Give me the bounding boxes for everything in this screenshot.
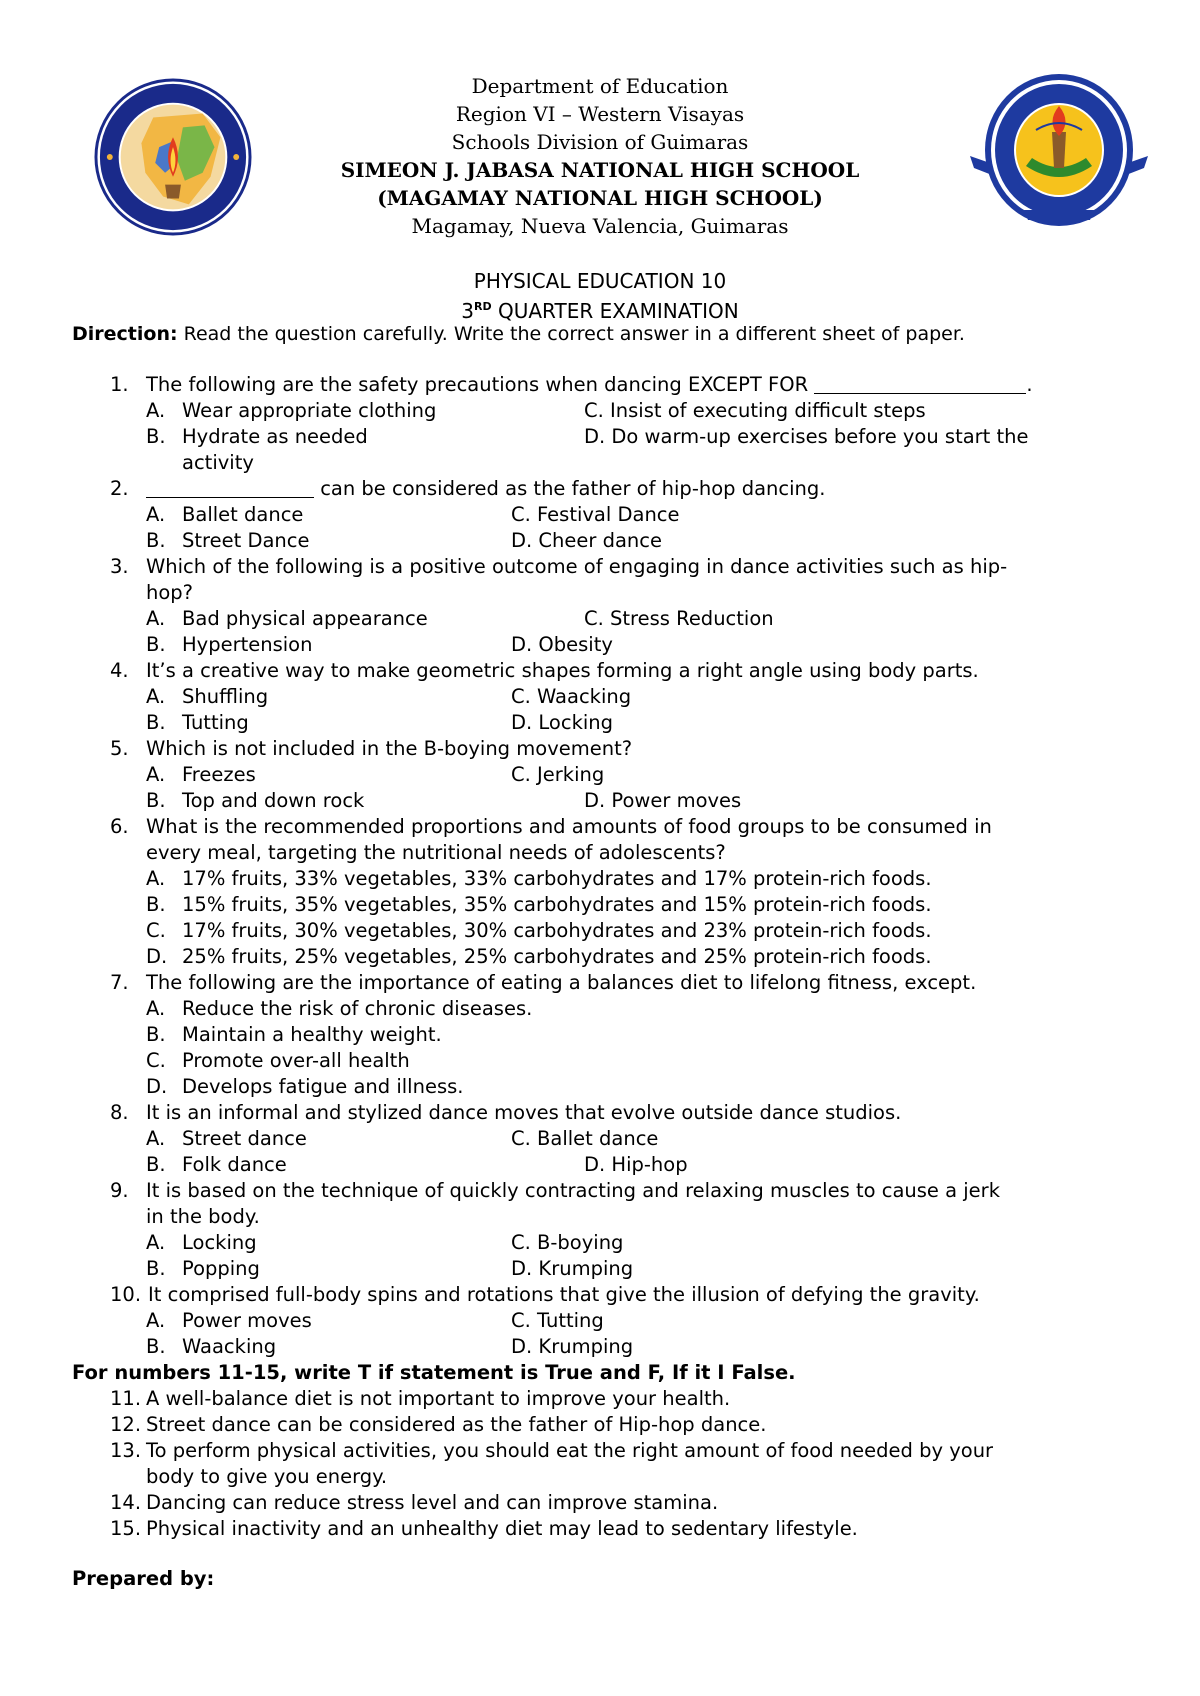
answer-blank xyxy=(146,479,314,498)
question-text: It’s a creative way to make geometric shapes forming a right angle using body parts. xyxy=(146,659,979,682)
statement-text: Street dance can be considered as the father of Hip-hop dance. xyxy=(146,1413,767,1436)
option-d: D. Obesity xyxy=(511,633,613,656)
options-row xyxy=(0,424,1200,450)
question-number: 3. xyxy=(110,555,129,578)
statement-13 xyxy=(0,1438,1200,1464)
option-d: D. Krumping xyxy=(511,1335,634,1358)
option-a xyxy=(146,1230,257,1256)
subject-title: PHYSICAL EDUCATION 10 xyxy=(473,269,727,293)
option-text: Waacking xyxy=(182,1335,277,1358)
direction-label: Direction: xyxy=(72,323,178,345)
option-b-text xyxy=(146,1022,442,1048)
question-number: 9. xyxy=(110,1179,129,1202)
option-c: C. Ballet dance xyxy=(511,1127,659,1150)
option-text: Develops fatigue and illness. xyxy=(182,1075,464,1098)
question-number: 6. xyxy=(110,815,129,838)
option-letter: A. xyxy=(146,1127,166,1150)
option-b xyxy=(146,632,312,658)
option-text: Ballet dance xyxy=(182,503,304,526)
option-text: Tutting xyxy=(182,711,249,734)
region-line: Region VI – Western Visayas xyxy=(455,102,745,126)
options-row xyxy=(0,398,1200,424)
option-d: D. Cheer dance xyxy=(511,529,663,552)
question-text: It is based on the technique of quickly contracting and relaxing muscles to cause a jerk xyxy=(146,1179,1000,1202)
question-number: 1. xyxy=(110,373,129,396)
school-former-name: (MAGAMAY NATIONAL HIGH SCHOOL) xyxy=(377,186,823,210)
option-d-text xyxy=(146,1074,463,1100)
options-row xyxy=(0,528,1200,554)
option-letter: A. xyxy=(146,685,166,708)
statement-13-continued xyxy=(0,1464,1200,1490)
option-text: Maintain a healthy weight. xyxy=(182,1023,442,1046)
option-text: 25% fruits, 25% vegetables, 25% carbohydrates and 25% protein-rich foods. xyxy=(182,945,932,968)
option-a xyxy=(146,762,256,788)
option-text: Folk dance xyxy=(182,1153,287,1176)
question-number: 2. xyxy=(110,477,129,500)
options-row xyxy=(0,1334,1200,1360)
question-number: 7. xyxy=(110,971,129,994)
option-c: C. Stress Reduction xyxy=(584,607,774,630)
question-text: It comprised full-body spins and rotations that give the illusion of defying the gravity. xyxy=(148,1283,980,1306)
options-row xyxy=(0,606,1200,632)
option-a-text xyxy=(146,996,532,1022)
option-text: 17% fruits, 30% vegetables, 30% carbohydrates and 23% protein-rich foods. xyxy=(182,919,932,942)
question-4 xyxy=(0,658,1200,684)
option-d: D. Locking xyxy=(511,711,614,734)
quarter-label: QUARTER EXAMINATION xyxy=(491,299,739,323)
statement-text: To perform physical activities, you should eat the right amount of food needed by your xyxy=(146,1439,994,1462)
option-text: 15% fruits, 35% vegetables, 35% carbohydrates and 15% protein-rich foods. xyxy=(182,893,932,916)
school-address: Magamay, Nueva Valencia, Guimaras xyxy=(411,214,789,238)
option-letter: A. xyxy=(146,607,166,630)
prepared-by: Prepared by: xyxy=(72,1567,215,1590)
question-text: in the body. xyxy=(146,1205,260,1228)
option-b xyxy=(146,710,249,736)
statement-number: 11. xyxy=(110,1387,142,1410)
option-text: Hypertension xyxy=(182,633,313,656)
statement-text: Dancing can reduce stress level and can improve stamina. xyxy=(146,1491,719,1514)
option-text: Power moves xyxy=(182,1309,312,1332)
question-6 xyxy=(0,814,1200,840)
option-d: D. Hip-hop xyxy=(584,1153,688,1176)
quarter-ordinal: RD xyxy=(474,300,492,313)
option-letter: C. xyxy=(146,919,166,942)
option-text: Hydrate as needed xyxy=(182,425,368,448)
option-text: Popping xyxy=(182,1257,260,1280)
option-a xyxy=(146,398,436,424)
options-row xyxy=(0,762,1200,788)
quarter-title xyxy=(0,294,1200,324)
option-text: Shuffling xyxy=(182,685,269,708)
option-letter: A. xyxy=(146,1309,166,1332)
division-line: Schools Division of Guimaras xyxy=(451,130,749,154)
options-row xyxy=(0,450,1200,476)
option-c: C. Insist of executing difficult steps xyxy=(584,399,926,422)
option-text: Bad physical appearance xyxy=(182,607,428,630)
option-letter: B. xyxy=(146,893,166,916)
options-row xyxy=(0,1126,1200,1152)
question-10 xyxy=(0,1282,1200,1308)
question-list xyxy=(0,372,1200,1542)
option-text: Street Dance xyxy=(182,529,310,552)
option-d: D. Krumping xyxy=(511,1257,634,1280)
question-text: It is an informal and stylized dance moves that evolve outside dance studios. xyxy=(146,1101,902,1124)
option-c: C. Waacking xyxy=(511,685,632,708)
option-c xyxy=(0,918,1200,944)
option-text: 17% fruits, 33% vegetables, 33% carbohydrates and 17% protein-rich foods. xyxy=(182,867,932,890)
question-text: What is the recommended proportions and amounts of food groups to be consumed in xyxy=(146,815,992,838)
option-text: Promote over-all health xyxy=(182,1049,410,1072)
true-false-instruction xyxy=(0,1360,1200,1386)
quarter-number: 3 xyxy=(461,299,475,323)
statement-text: Physical inactivity and an unhealthy diet may lead to sedentary lifestyle. xyxy=(146,1517,858,1540)
option-letter: B. xyxy=(146,711,166,734)
option-letter: B. xyxy=(146,529,166,552)
option-letter: A. xyxy=(146,399,166,422)
option-letter: B. xyxy=(146,1257,166,1280)
options-row xyxy=(0,710,1200,736)
option-a xyxy=(146,606,428,632)
options-row xyxy=(0,502,1200,528)
option-c-text xyxy=(146,918,932,944)
option-letter: C. xyxy=(146,1049,166,1072)
statement-text: A well-balance diet is not important to improve your health. xyxy=(146,1387,731,1410)
options-row xyxy=(0,1308,1200,1334)
option-b xyxy=(146,528,310,554)
option-c: C. B-boying xyxy=(511,1231,624,1254)
option-a xyxy=(0,866,1200,892)
option-text: Locking xyxy=(182,1231,257,1254)
option-text: Top and down rock xyxy=(182,789,365,812)
option-text: Freezes xyxy=(182,763,256,786)
option-letter: B. xyxy=(146,1153,166,1176)
question-text-part: can be considered as the father of hip-hop dancing. xyxy=(314,477,826,500)
statement-12 xyxy=(0,1412,1200,1438)
option-letter: B. xyxy=(146,425,166,448)
statement-11 xyxy=(0,1386,1200,1412)
statement-14 xyxy=(0,1490,1200,1516)
option-text: Street dance xyxy=(182,1127,307,1150)
answer-blank xyxy=(814,375,1026,394)
option-b xyxy=(146,788,364,814)
option-letter: A. xyxy=(146,997,166,1020)
question-number: 8. xyxy=(110,1101,129,1124)
option-b-continued: activity xyxy=(182,451,254,474)
statement-text: body to give you energy. xyxy=(146,1465,388,1488)
direction xyxy=(72,321,965,347)
question-text: every meal, targeting the nutritional needs of adolescents? xyxy=(146,841,726,864)
option-letter: A. xyxy=(146,763,166,786)
school-name: SIMEON J. JABASA NATIONAL HIGH SCHOOL xyxy=(340,158,860,182)
option-b xyxy=(146,1334,276,1360)
question-text xyxy=(146,476,825,502)
question-text: The following are the importance of eating a balances diet to lifelong fitness, except. xyxy=(146,971,977,994)
option-b xyxy=(146,1152,287,1178)
option-letter: B. xyxy=(146,1335,166,1358)
option-d xyxy=(0,1074,1200,1100)
option-letter: B. xyxy=(146,633,166,656)
school-header xyxy=(0,72,1200,240)
direction-text: Read the question carefully. Write the correct answer in a different sheet of paper. xyxy=(177,323,965,345)
option-c xyxy=(0,1048,1200,1074)
option-b xyxy=(146,1256,260,1282)
option-letter: B. xyxy=(146,1023,166,1046)
question-text: Which of the following is a positive outcome of engaging in dance activities such as hip- xyxy=(146,555,1008,578)
question-6-continued xyxy=(0,840,1200,866)
question-text: hop? xyxy=(146,581,194,604)
option-c: C. Festival Dance xyxy=(511,503,680,526)
question-8 xyxy=(0,1100,1200,1126)
question-text: Which is not included in the B-boying movement? xyxy=(146,737,633,760)
option-a xyxy=(146,1308,312,1334)
exam-titles xyxy=(0,268,1200,324)
question-5 xyxy=(0,736,1200,762)
question-2 xyxy=(0,476,1200,502)
question-text-part: . xyxy=(1026,373,1033,396)
option-d xyxy=(0,944,1200,970)
options-row xyxy=(0,632,1200,658)
option-c: C. Tutting xyxy=(511,1309,604,1332)
option-letter: A. xyxy=(146,503,166,526)
options-row xyxy=(0,788,1200,814)
option-b xyxy=(146,424,368,450)
options-row xyxy=(0,684,1200,710)
question-9-continued xyxy=(0,1204,1200,1230)
option-c: C. Jerking xyxy=(511,763,605,786)
question-3 xyxy=(0,554,1200,580)
option-text: Reduce the risk of chronic diseases. xyxy=(182,997,533,1020)
statement-number: 15. xyxy=(110,1517,142,1540)
section-instruction: For numbers 11-15, write T if statement is True and F, If it I False. xyxy=(72,1361,796,1384)
option-b xyxy=(0,1022,1200,1048)
option-b-text xyxy=(146,892,932,918)
department-line: Department of Education xyxy=(471,74,729,98)
question-7 xyxy=(0,970,1200,996)
statement-number: 13. xyxy=(110,1439,142,1462)
option-d: D. Power moves xyxy=(584,789,742,812)
question-text xyxy=(146,372,1033,398)
question-number: 10. xyxy=(110,1283,142,1306)
option-a xyxy=(146,684,268,710)
question-number: 4. xyxy=(110,659,129,682)
option-letter: D. xyxy=(146,1075,168,1098)
question-3-continued xyxy=(0,580,1200,606)
options-row xyxy=(0,1230,1200,1256)
option-letter: B. xyxy=(146,789,166,812)
option-a xyxy=(0,996,1200,1022)
option-a xyxy=(146,502,303,528)
question-number: 5. xyxy=(110,737,129,760)
question-1 xyxy=(0,372,1200,398)
options-row xyxy=(0,1256,1200,1282)
option-a-text xyxy=(146,866,932,892)
question-text-part: The following are the safety precautions when dancing EXCEPT FOR xyxy=(146,373,815,396)
option-b xyxy=(0,892,1200,918)
question-9 xyxy=(0,1178,1200,1204)
option-d: D. Do warm-up exercises before you start the xyxy=(584,425,1029,448)
option-letter: A. xyxy=(146,867,166,890)
options-row xyxy=(0,1152,1200,1178)
option-letter: D. xyxy=(146,945,168,968)
statement-number: 14. xyxy=(110,1491,142,1514)
option-text: Wear appropriate clothing xyxy=(182,399,437,422)
option-c-text xyxy=(146,1048,410,1074)
statement-15 xyxy=(0,1516,1200,1542)
option-d-text xyxy=(146,944,932,970)
option-letter: A. xyxy=(146,1231,166,1254)
statement-number: 12. xyxy=(110,1413,142,1436)
option-a xyxy=(146,1126,307,1152)
